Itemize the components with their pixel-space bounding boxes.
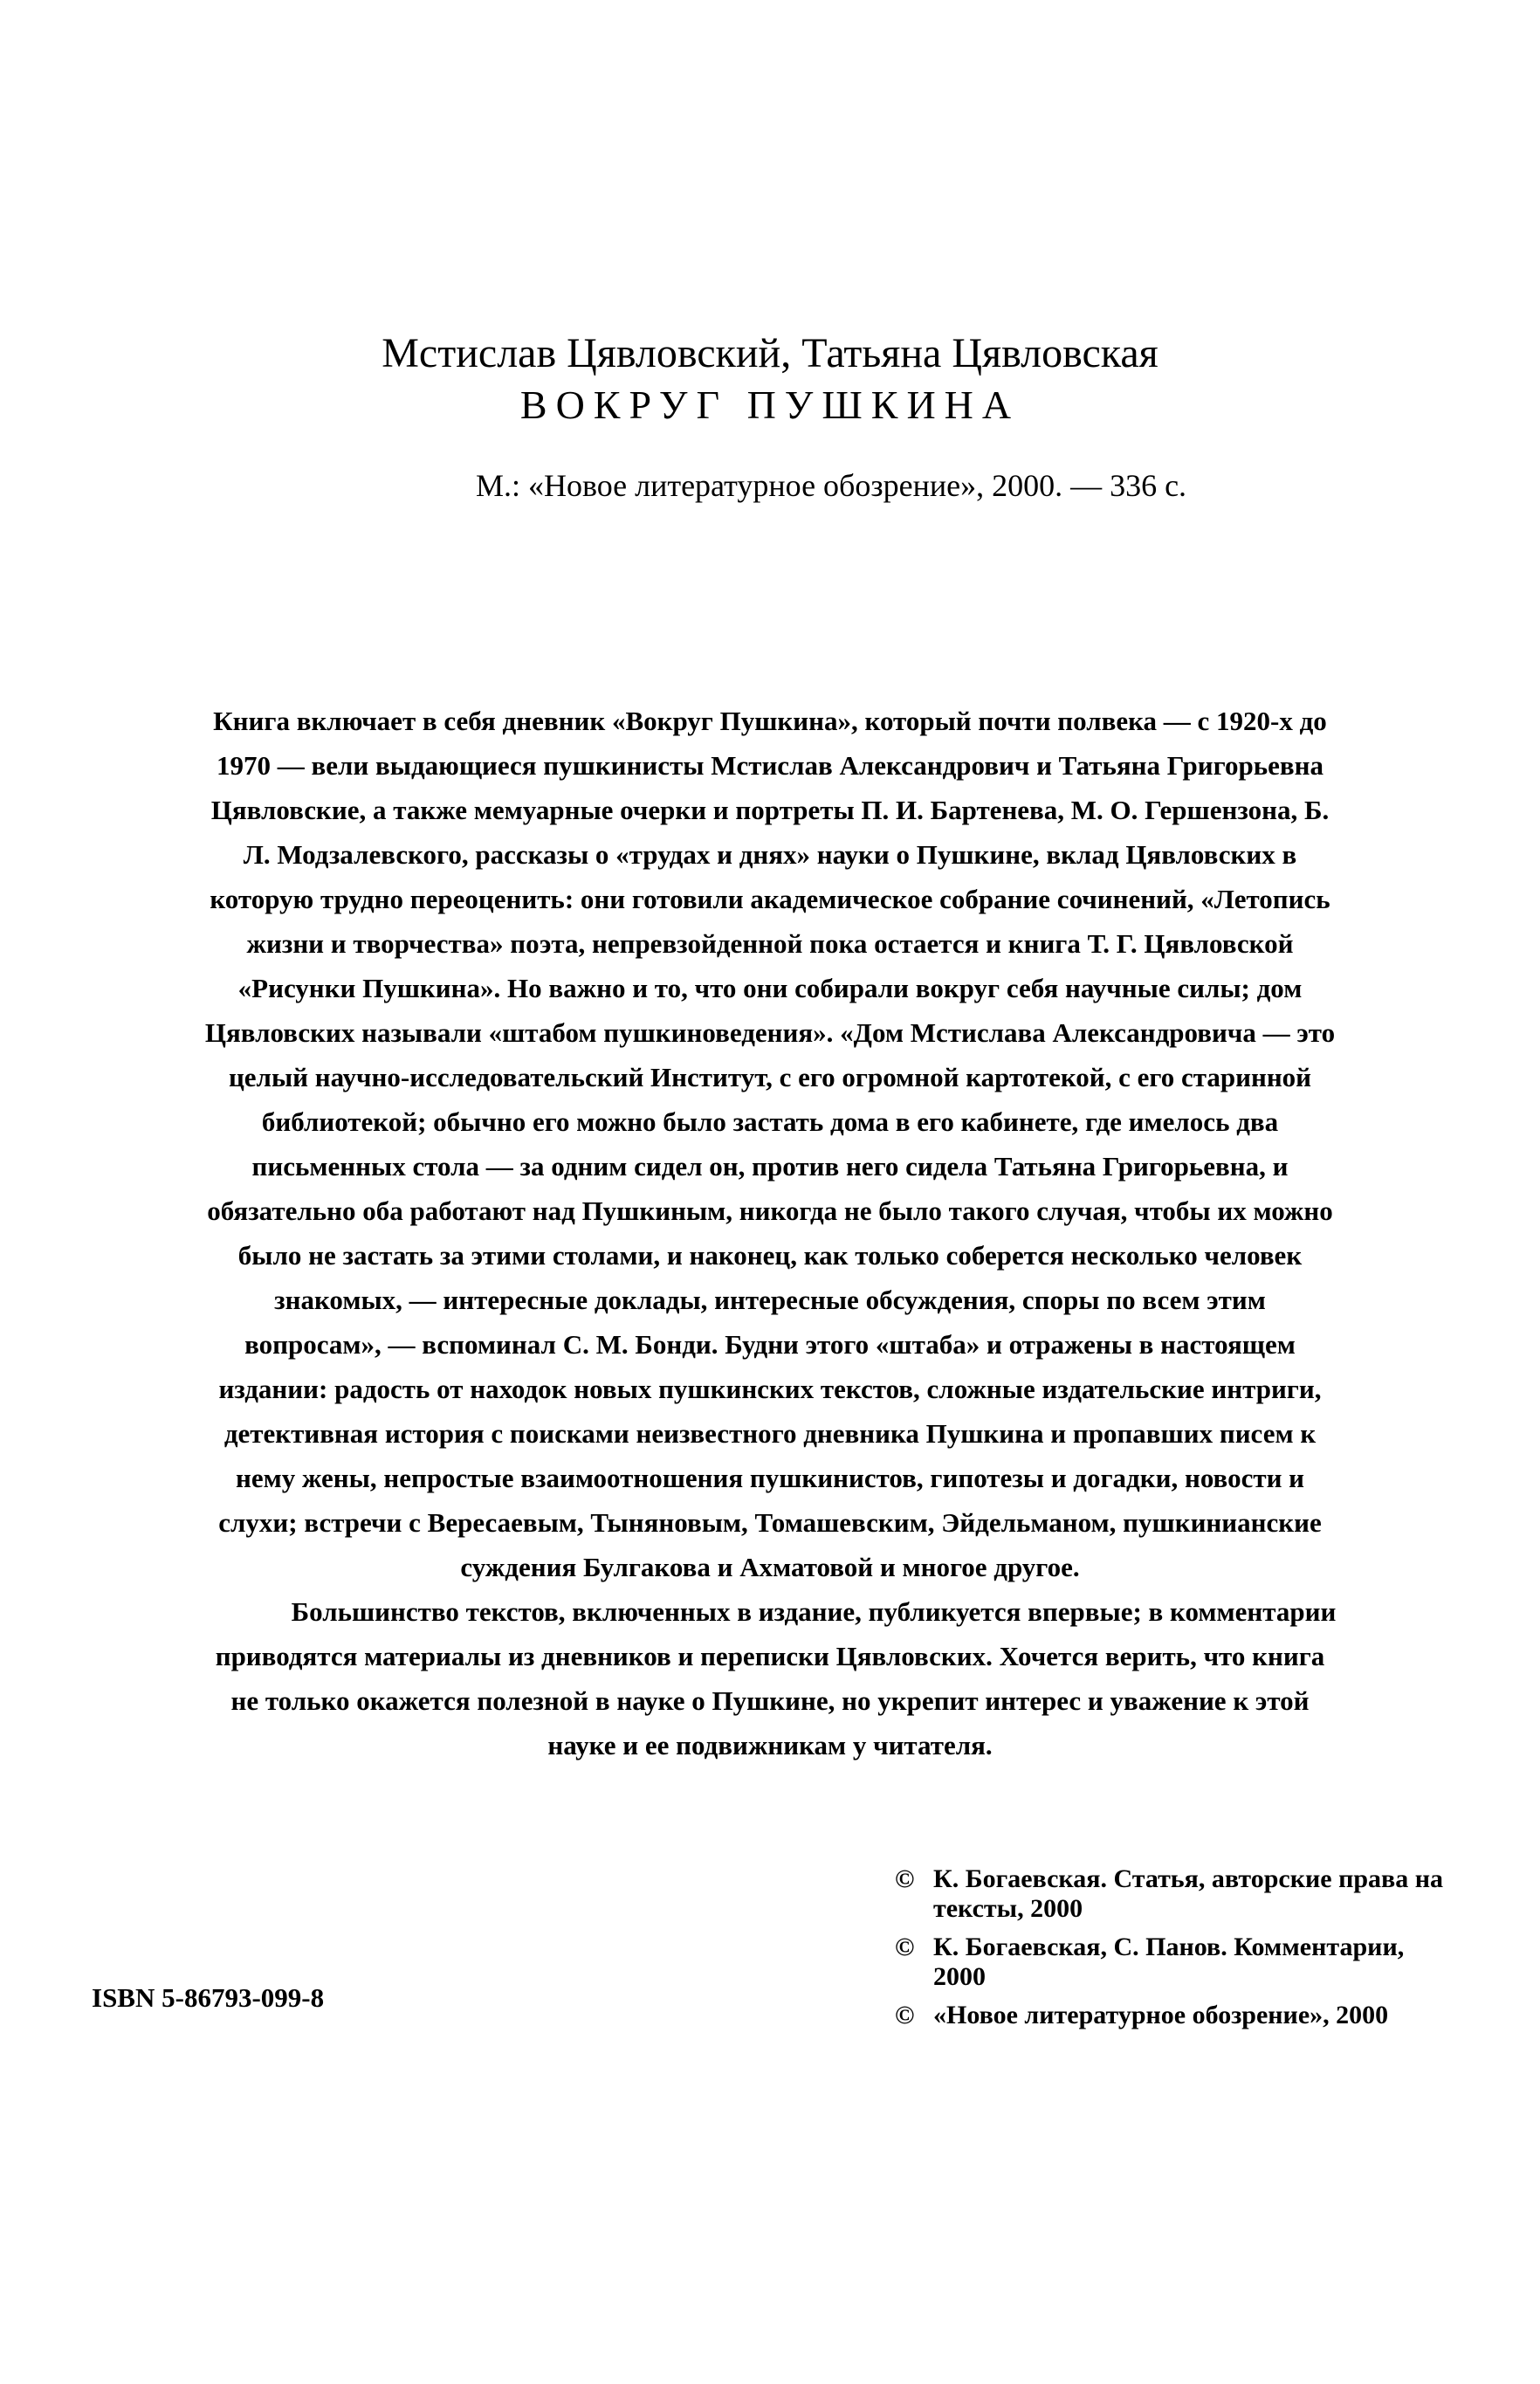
book-abstract — [203, 699, 1337, 1767]
copyright-text: К. Богаевская. Статья, авторские права на тексты, 2000 — [933, 1864, 1444, 1923]
book-authors: Мстислав Цявловский, Татьяна Цявловская — [382, 330, 1158, 376]
copyright-icon: © — [895, 1933, 915, 1961]
copyright-list — [895, 1864, 1454, 2039]
publication-imprint: М.: «Новое литературное обозрение», 2000. — 336 с. — [475, 468, 1187, 503]
copyright-icon: © — [895, 2001, 915, 2029]
isbn-number: ISBN 5-86793-099-8 — [92, 1982, 325, 2013]
copyright-item — [895, 2001, 1454, 2030]
copyright-icon: © — [895, 1864, 915, 1893]
abstract-paragraph-2: Большинство текстов, включенных в издание, публикуется впервые; в комментарии приводятся материалы из дневников и переписки Цявловских. Хочется верить, что книга не только окажется полезной в науке о Пушкине, но укрепит интерес и уважение к этой науке и ее подвижникам у читателя. — [215, 1596, 1337, 1760]
abstract-paragraph-1: Книга включает в себя дневник «Вокруг Пушкина», который почти полвека — с 1920-х до 1970 — вели выдающиеся пушкинисты Мстислав Александрович и Татьяна Григорьевна Цявловские, а также мемуарные очерки и портреты П. И. Бартенева, М. О. Гершензона, Б. Л. Модзалевского, рассказы о «трудах и днях» науки о Пушкине, вклад Цявловских в которую трудно переоценить: они готовили академическое собрание сочинений, «Летопись жизни и творчества» поэта, непревзойденной пока остается и книга Т. Г. Цявловской «Рисунки Пушкина». Но важно и то, что они собирали вокруг себя научные силы; дом Цявловских называли «штабом пушкиноведения». «Дом Мстислава Александровича — это целый научно-исследовательский Институт, с его огромной картотекой, с его старинной библиотекой; обычно его можно было застать дома в его кабинете, где имелось два письменных стола — за одним сидел он, против него сидела Татьяна Григорьевна, и обязательно оба работают над Пушкиным, никогда не было такого случая, чтобы их можно было не застать за этими столами, и наконец, как только соберется несколько человек знакомых, — интересные доклады, интересные обсуждения, споры по всем этим вопросам», — вспоминал С. М. Бонди. Будни этого «штаба» и отражены в настоящем издании: радость от находок новых пушкинских текстов, сложные издательские интриги, детективная история с поисками неизвестного дневника Пушкина и пропавших писем к нему жены, непростые взаимоотношения пушкинистов, гипотезы и догадки, новости и слухи; встречи с Вересаевым, Тыняновым, Томашевским, Эйдельманом, пушкинианские суждения Булгакова и Ахматовой и многое другое. — [204, 706, 1336, 1582]
copyright-item — [895, 1864, 1454, 1924]
copyright-item — [895, 1933, 1454, 1992]
book-header — [0, 327, 1540, 431]
book-title: ВОКРУГ ПУШКИНА — [519, 382, 1021, 427]
copyright-text: «Новое литературное обозрение», 2000 — [933, 2001, 1389, 2029]
copyright-text: К. Богаевская, С. Панов. Комментарии, 2000 — [933, 1933, 1405, 1991]
